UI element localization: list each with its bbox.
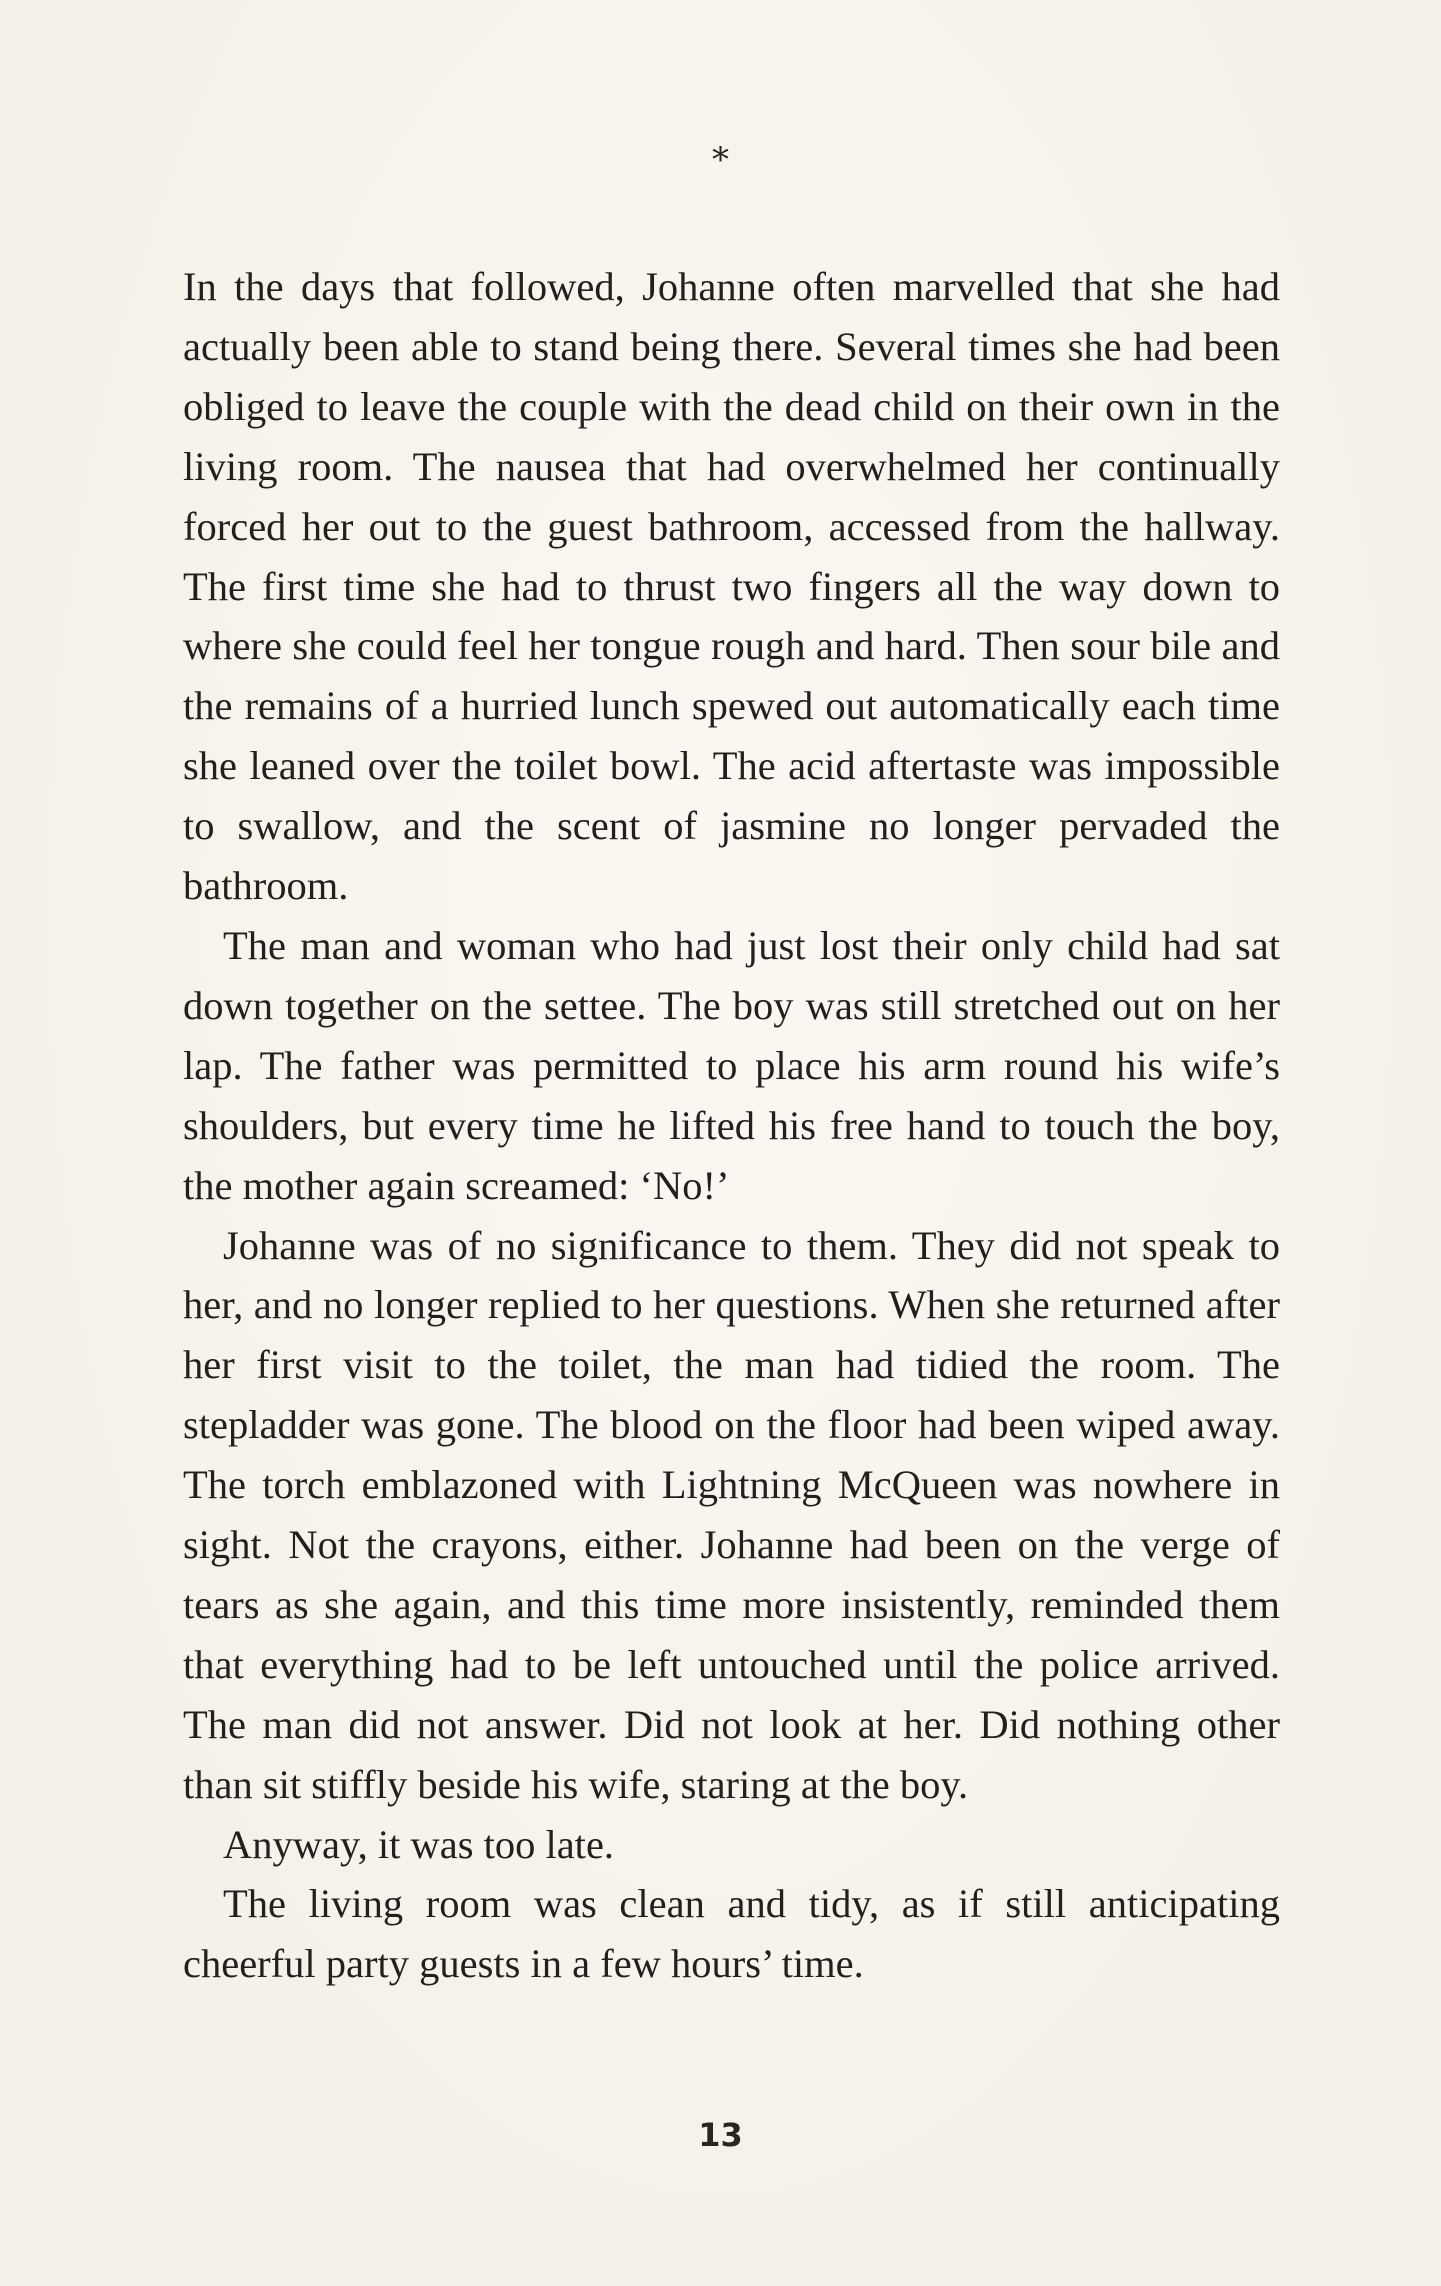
paragraph-4: Anyway, it was too late.	[223, 1821, 615, 1867]
body-text	[183, 257, 1280, 1994]
paragraph-5: The living room was clean and tidy, as if still anticipating cheerful party guests in a few hours’ time.	[183, 1881, 1280, 1987]
paragraph-3: Johanne was of no significance to them. They did not speak to her, and no longer replied to her questions. When she returned after her first visit to the toilet, the man had tidied the room. The stepladder was gone. The blood on the floor had been wiped away. The torch emblazoned with Lightning McQueen was nowhere in sight. Not the crayons, either. Johanne had been on the verge of tears as she again, and this time more insistently, reminded them that everything had to be left untouched until the police arrived. The man did not answer. Did not look at her. Did nothing other than sit stiffly beside his wife, staring at the boy.	[183, 1222, 1280, 1807]
page-number: 13	[698, 2116, 743, 2154]
paragraph-1: In the days that followed, Johanne often marvelled that she had actually been able to stand being there. Several times she had been obliged to leave the couple with the dead child on their own in the living room. The nausea that had overwhelmed her continually forced her out to the guest bathroom, accessed from the hallway. The first time she had to thrust two fingers all the way down to where she could feel her tongue rough and hard. Then sour bile and the remains of a hurried lunch spewed out automatically each time she leaned over the toilet bowl. The acid aftertaste was impossible to swallow, and the scent of jasmine no longer pervaded the bathroom.	[183, 264, 1280, 909]
paragraph-2: The man and woman who had just lost their only child had sat down together on the settee. The boy was still stretched out on her lap. The father was permitted to place his arm round his wife’s shoulders, but every time he lifted his free hand to touch the boy, the mother again screamed: ‘No!’	[183, 922, 1280, 1208]
section-separator: *	[712, 140, 729, 180]
